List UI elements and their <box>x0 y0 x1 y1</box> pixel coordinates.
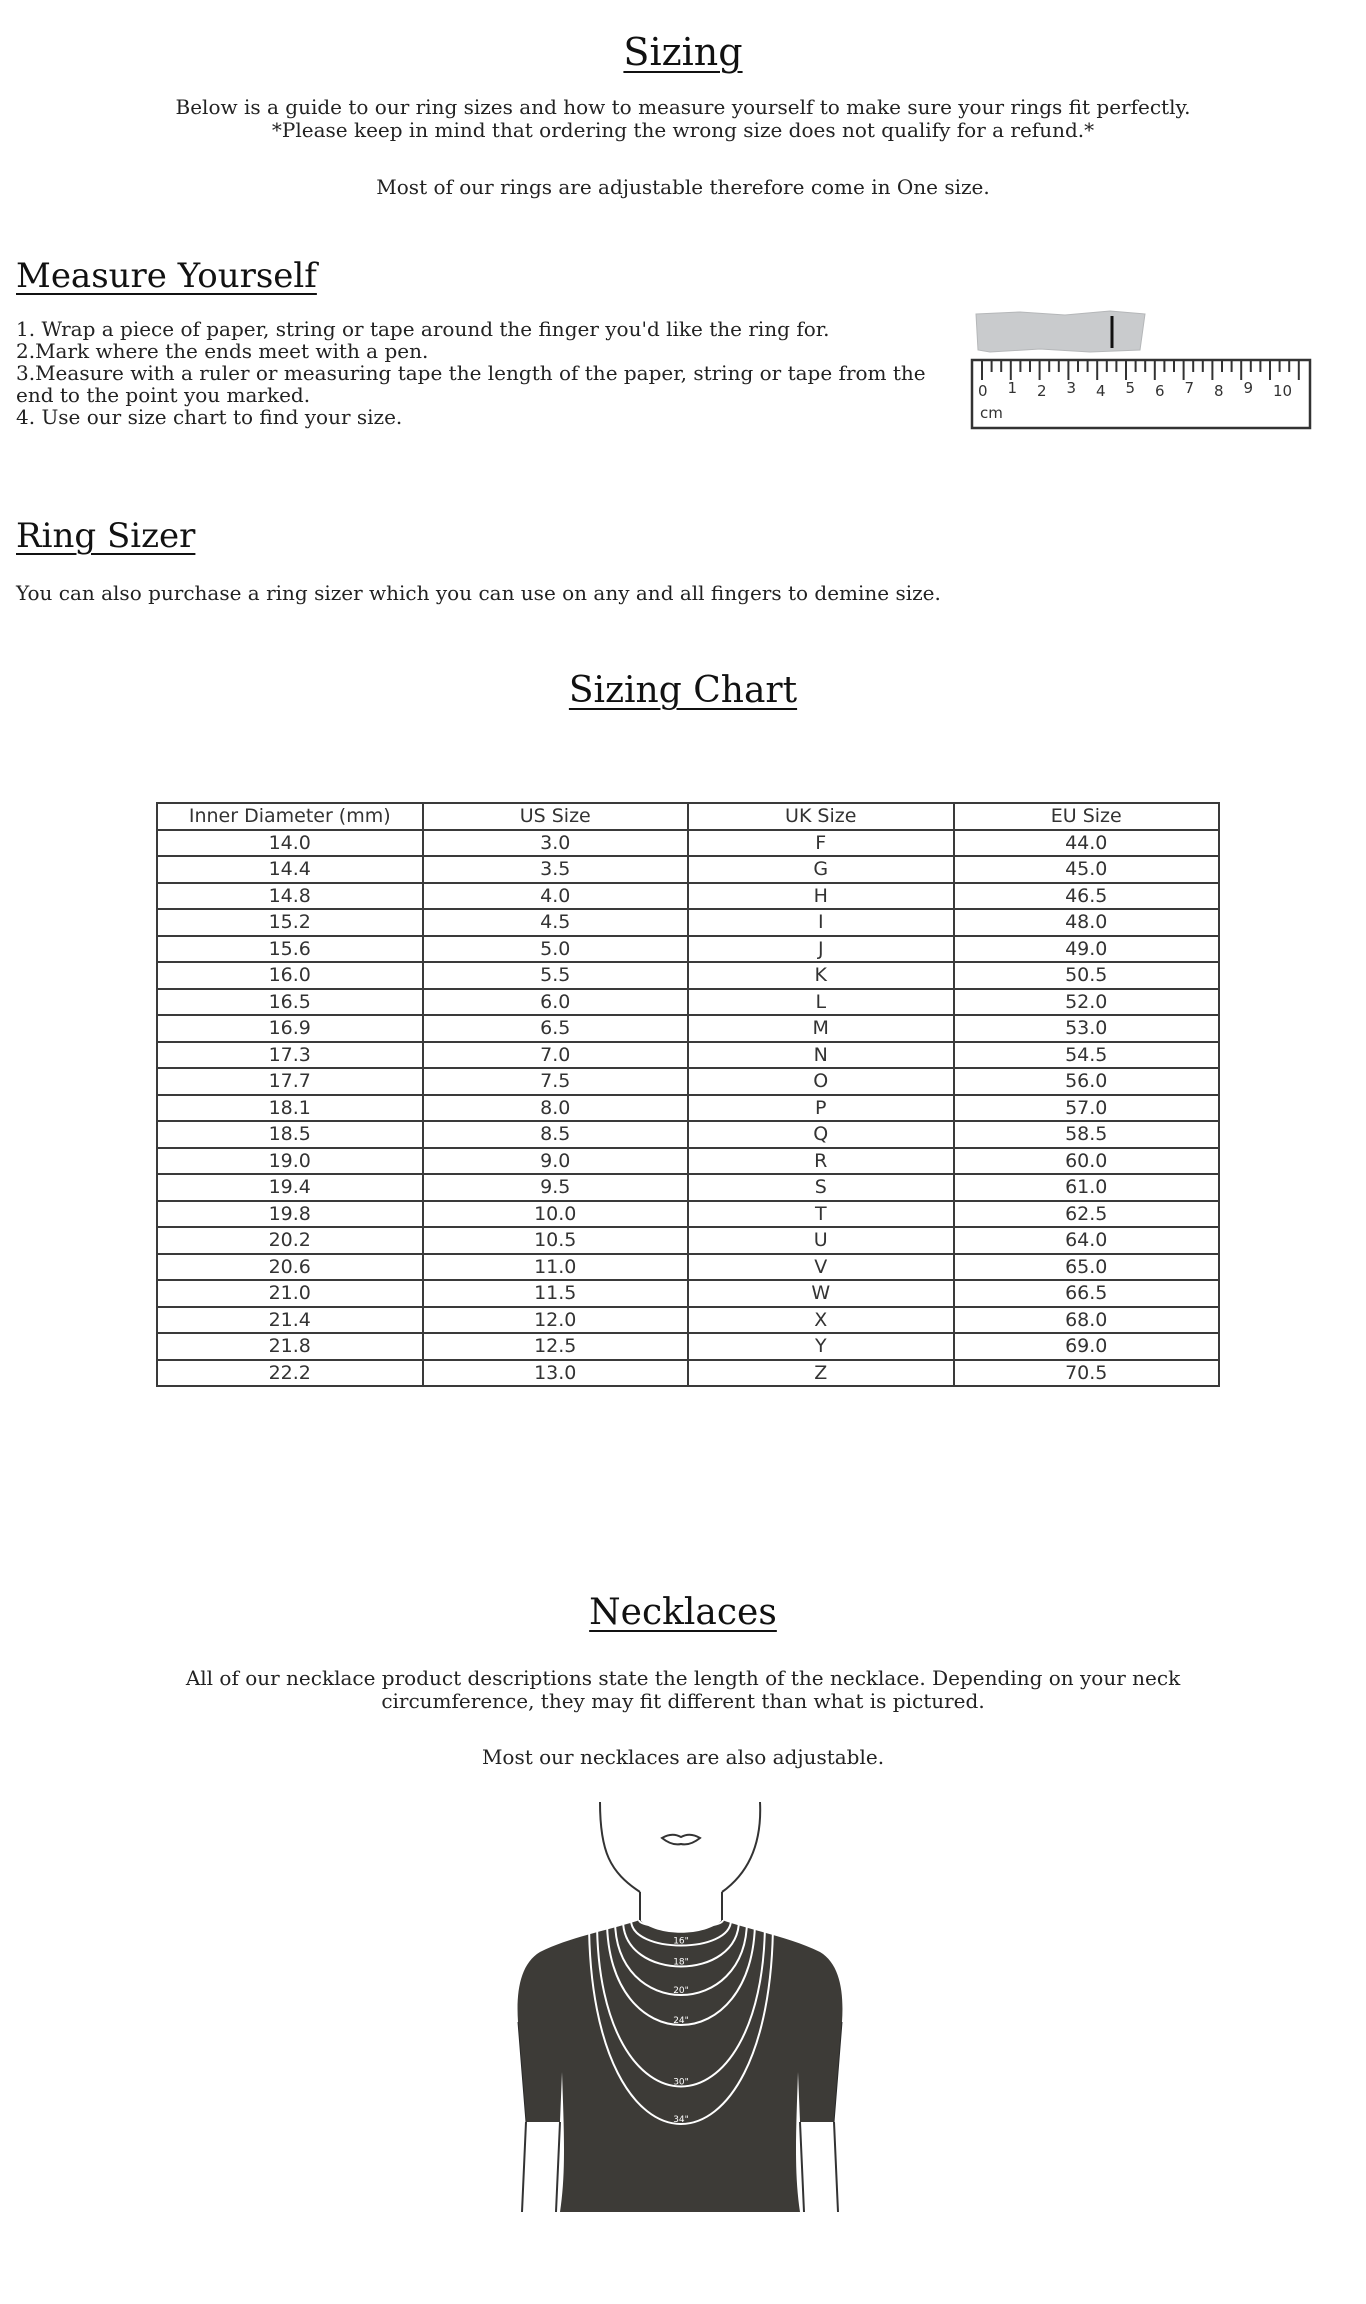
sizing-chart-title: Sizing Chart <box>568 670 798 711</box>
measure-step: 3.Measure with a ruler or measuring tape the length of the paper, string or tape from the <box>16 361 926 385</box>
cell-inner-diameter: 19.4 <box>157 1174 423 1201</box>
table-row <box>157 1174 1219 1201</box>
cell-eu-size: 52.0 <box>954 989 1220 1016</box>
header-inner-diameter: Inner Diameter (mm) <box>157 803 423 830</box>
table-row <box>157 1121 1219 1148</box>
necklace-length-label: 20" <box>673 1986 689 1996</box>
cell-eu-size: 61.0 <box>954 1174 1220 1201</box>
table-row <box>157 883 1219 910</box>
table-row <box>157 1254 1219 1281</box>
ruler-number: 3 <box>1066 379 1077 397</box>
cell-eu-size: 65.0 <box>954 1254 1220 1281</box>
necklace-length-label: 24" <box>673 2016 689 2026</box>
necklace-length-label: 30" <box>673 2077 689 2088</box>
ruler-number: 8 <box>1214 382 1224 400</box>
measure-step: 1. Wrap a piece of paper, string or tape around the finger you'd like the ring for. <box>16 317 830 341</box>
necklace-length-illustration <box>500 1792 860 2232</box>
cell-inner-diameter: 21.4 <box>157 1307 423 1334</box>
cell-eu-size: 44.0 <box>954 830 1220 857</box>
cell-eu-size: 62.5 <box>954 1201 1220 1228</box>
table-row <box>157 936 1219 963</box>
cell-eu-size: 58.5 <box>954 1121 1220 1148</box>
cell-uk-size: R <box>688 1148 954 1175</box>
cell-eu-size: 70.5 <box>954 1360 1220 1387</box>
cell-uk-size: G <box>688 856 954 883</box>
cell-us-size: 4.5 <box>423 909 689 936</box>
cell-us-size: 10.0 <box>423 1201 689 1228</box>
cell-eu-size: 64.0 <box>954 1227 1220 1254</box>
sizing-title: Sizing <box>623 30 743 74</box>
table-row <box>157 1333 1219 1360</box>
cell-us-size: 5.5 <box>423 962 689 989</box>
cell-inner-diameter: 19.8 <box>157 1201 423 1228</box>
ruler-illustration <box>970 308 1320 432</box>
cell-uk-size: I <box>688 909 954 936</box>
cell-inner-diameter: 19.0 <box>157 1148 423 1175</box>
cell-us-size: 13.0 <box>423 1360 689 1387</box>
cell-eu-size: 60.0 <box>954 1148 1220 1175</box>
cell-inner-diameter: 14.8 <box>157 883 423 910</box>
necklace-length-label: 14" <box>673 1918 689 1929</box>
necklaces-adjustable-note: Most our necklaces are also adjustable. <box>481 1745 885 1769</box>
cell-eu-size: 46.5 <box>954 883 1220 910</box>
cell-uk-size: K <box>688 962 954 989</box>
table-row <box>157 1042 1219 1069</box>
table-row <box>157 909 1219 936</box>
cell-inner-diameter: 17.7 <box>157 1068 423 1095</box>
cell-eu-size: 49.0 <box>954 936 1220 963</box>
header-us-size: US Size <box>423 803 689 830</box>
cell-us-size: 7.5 <box>423 1068 689 1095</box>
header-uk-size: UK Size <box>688 803 954 830</box>
table-row <box>157 1307 1219 1334</box>
ruler-number: 2 <box>1037 382 1047 400</box>
table-row <box>157 1068 1219 1095</box>
cell-uk-size: Y <box>688 1333 954 1360</box>
cell-uk-size: J <box>688 936 954 963</box>
cell-inner-diameter: 16.9 <box>157 1015 423 1042</box>
cell-us-size: 8.0 <box>423 1095 689 1122</box>
cell-us-size: 11.0 <box>423 1254 689 1281</box>
header-eu-size: EU Size <box>954 803 1220 830</box>
paper-strip <box>976 311 1145 352</box>
cell-us-size: 8.5 <box>423 1121 689 1148</box>
measure-steps <box>16 318 956 428</box>
ruler-number: 1 <box>1007 379 1018 397</box>
cell-uk-size: W <box>688 1280 954 1307</box>
ruler-number: 9 <box>1243 379 1254 397</box>
cell-eu-size: 57.0 <box>954 1095 1220 1122</box>
necklace-length-label: 34" <box>673 2115 689 2125</box>
cell-inner-diameter: 17.3 <box>157 1042 423 1069</box>
cell-inner-diameter: 20.6 <box>157 1254 423 1281</box>
ruler-number: 10 <box>1273 382 1293 400</box>
ruler-body <box>972 360 1310 428</box>
table-row <box>157 1201 1219 1228</box>
cell-inner-diameter: 14.0 <box>157 830 423 857</box>
cell-eu-size: 45.0 <box>954 856 1220 883</box>
table-row <box>157 1015 1219 1042</box>
table-row <box>157 1360 1219 1387</box>
cell-eu-size: 54.5 <box>954 1042 1220 1069</box>
table-row <box>157 962 1219 989</box>
sizing-refund-note: *Please keep in mind that ordering the wrong size does not qualify for a refund.* <box>271 118 1095 142</box>
cell-uk-size: Z <box>688 1360 954 1387</box>
necklace-length-label: 18" <box>673 1957 689 1968</box>
cell-uk-size: P <box>688 1095 954 1122</box>
cell-us-size: 9.5 <box>423 1174 689 1201</box>
ruler-number: 4 <box>1096 382 1106 400</box>
cell-us-size: 9.0 <box>423 1148 689 1175</box>
cell-inner-diameter: 15.2 <box>157 909 423 936</box>
cell-inner-diameter: 21.0 <box>157 1280 423 1307</box>
lips <box>662 1835 700 1845</box>
table-row <box>157 1227 1219 1254</box>
necklace-length-label: 16" <box>673 1936 689 1947</box>
table-row <box>157 1148 1219 1175</box>
cell-inner-diameter: 14.4 <box>157 856 423 883</box>
measure-title: Measure Yourself <box>16 256 317 296</box>
cell-uk-size: S <box>688 1174 954 1201</box>
ruler-number: 5 <box>1125 379 1136 397</box>
ruler-number: 0 <box>978 382 988 400</box>
cell-inner-diameter: 15.6 <box>157 936 423 963</box>
cell-inner-diameter: 16.5 <box>157 989 423 1016</box>
ring-sizer-text: You can also purchase a ring sizer which you can use on any and all fingers to demine size. <box>16 581 941 605</box>
ring-sizer-title: Ring Sizer <box>16 516 196 556</box>
ruler-number: 6 <box>1155 382 1165 400</box>
cell-us-size: 5.0 <box>423 936 689 963</box>
sizing-chart-table <box>156 802 1220 1387</box>
cell-uk-size: T <box>688 1201 954 1228</box>
ruler-unit: cm <box>980 404 1003 422</box>
cell-us-size: 12.5 <box>423 1333 689 1360</box>
table-row <box>157 989 1219 1016</box>
table-row <box>157 856 1219 883</box>
cell-us-size: 7.0 <box>423 1042 689 1069</box>
necklace-diagram-icon <box>500 1792 860 2232</box>
measure-step: 2.Mark where the ends meet with a pen. <box>16 339 429 363</box>
cell-uk-size: V <box>688 1254 954 1281</box>
cell-uk-size: O <box>688 1068 954 1095</box>
sizing-intro-line: Below is a guide to our ring sizes and how to measure yourself to make sure your rings fit perfectly. <box>175 95 1191 119</box>
cell-uk-size: Q <box>688 1121 954 1148</box>
cell-inner-diameter: 20.2 <box>157 1227 423 1254</box>
cell-us-size: 10.5 <box>423 1227 689 1254</box>
cell-us-size: 6.5 <box>423 1015 689 1042</box>
cell-uk-size: X <box>688 1307 954 1334</box>
cell-inner-diameter: 16.0 <box>157 962 423 989</box>
necklaces-intro-line: circumference, they may fit different than what is pictured. <box>381 1689 985 1713</box>
cell-inner-diameter: 22.2 <box>157 1360 423 1387</box>
cell-uk-size: U <box>688 1227 954 1254</box>
cell-us-size: 12.0 <box>423 1307 689 1334</box>
cell-eu-size: 66.5 <box>954 1280 1220 1307</box>
ruler-number: 7 <box>1184 379 1195 397</box>
sizing-adjustable-note: Most of our rings are adjustable therefore come in One size. <box>376 175 990 199</box>
measure-step: 4. Use our size chart to find your size. <box>16 405 403 429</box>
cell-uk-size: N <box>688 1042 954 1069</box>
cell-eu-size: 68.0 <box>954 1307 1220 1334</box>
cell-eu-size: 50.5 <box>954 962 1220 989</box>
necklaces-title: Necklaces <box>589 1592 777 1633</box>
cell-us-size: 6.0 <box>423 989 689 1016</box>
cell-inner-diameter: 18.5 <box>157 1121 423 1148</box>
cell-uk-size: H <box>688 883 954 910</box>
cell-eu-size: 48.0 <box>954 909 1220 936</box>
cell-uk-size: M <box>688 1015 954 1042</box>
ruler-icon <box>970 308 1320 432</box>
necklaces-intro-line: All of our necklace product descriptions state the length of the necklace. Depending on your neck <box>185 1666 1181 1690</box>
cell-us-size: 11.5 <box>423 1280 689 1307</box>
cell-us-size: 3.0 <box>423 830 689 857</box>
cell-us-size: 3.5 <box>423 856 689 883</box>
cell-uk-size: F <box>688 830 954 857</box>
cell-uk-size: L <box>688 989 954 1016</box>
cell-eu-size: 53.0 <box>954 1015 1220 1042</box>
measure-step: end to the point you marked. <box>16 383 311 407</box>
table-row <box>157 1095 1219 1122</box>
table-header-row <box>157 803 1219 830</box>
cell-eu-size: 69.0 <box>954 1333 1220 1360</box>
cell-inner-diameter: 18.1 <box>157 1095 423 1122</box>
table-row <box>157 1280 1219 1307</box>
cell-us-size: 4.0 <box>423 883 689 910</box>
cell-eu-size: 56.0 <box>954 1068 1220 1095</box>
table-row <box>157 830 1219 857</box>
cell-inner-diameter: 21.8 <box>157 1333 423 1360</box>
